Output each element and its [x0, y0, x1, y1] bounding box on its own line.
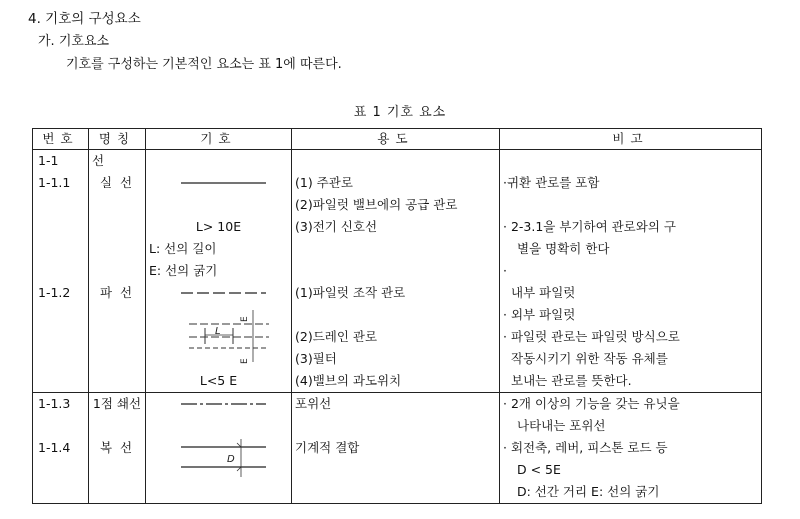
cell-use — [292, 172, 500, 282]
symbol-condition: L<5 E — [199, 373, 238, 388]
dashed-line-dimension-diagram — [149, 304, 288, 370]
section-heading: 4. 기호의 구성요소 — [28, 11, 141, 27]
row-name: 파 선 — [99, 285, 135, 300]
cell-name — [89, 437, 146, 504]
use-item: (3)필터 — [295, 351, 337, 366]
cell-name — [89, 150, 146, 173]
remark-line: 보내는 관로를 뜻한다. — [511, 373, 632, 388]
dimension-label-l: L — [215, 326, 221, 337]
table-row — [33, 393, 762, 438]
use-item: (1)파일럿 조작 관로 — [295, 285, 406, 300]
use-item: (3)전기 신호선 — [295, 219, 378, 234]
remark-line: D: 선간 거리 E: 선의 굵기 — [517, 484, 660, 499]
cell-name — [89, 282, 146, 393]
cell-name — [89, 172, 146, 282]
row-number: 1-1.1 — [38, 175, 71, 190]
row-name: 선 — [92, 153, 105, 168]
dimension-label-d: D — [227, 454, 235, 465]
remark-line: 내부 파일럿 — [511, 285, 576, 300]
symbol-condition: L> 10E — [195, 219, 242, 234]
cell-symbol — [146, 172, 292, 282]
chain-line-symbol — [149, 393, 288, 415]
cell-symbol — [146, 393, 292, 438]
symbol-elements-table — [32, 128, 762, 504]
cell-number — [33, 437, 89, 504]
column-header-symbol: 기호 — [146, 129, 292, 150]
dashed-line-symbol — [149, 282, 288, 304]
dimension-label-e: E — [240, 358, 250, 364]
row-number: 1-1 — [38, 153, 59, 168]
table-row — [33, 150, 762, 173]
remark-line: · 회전축, 레버, 피스톤 로드 등 — [503, 440, 668, 455]
cell-use — [292, 393, 500, 438]
row-number: 1-1.3 — [38, 396, 71, 411]
table-header-row — [33, 129, 762, 150]
cell-remarks — [500, 393, 762, 438]
cell-number — [33, 282, 89, 393]
column-header-use: 용도 — [292, 129, 500, 150]
table-caption: 표 1 기호 요소 — [353, 105, 447, 120]
remark-line: · 파일럿 관로는 파일럿 방식으로 — [503, 329, 680, 344]
remark-line: ·귀환 관로를 포함 — [503, 175, 600, 190]
cell-remarks — [500, 282, 762, 393]
dimension-label-e: E — [240, 316, 250, 322]
symbol-legend-l: L: 선의 길이 — [149, 241, 217, 256]
cell-number — [33, 172, 89, 282]
cell-use — [292, 282, 500, 393]
row-name: 실 선 — [99, 175, 135, 190]
remark-line: 별을 명확히 한다 — [517, 241, 610, 256]
row-name: 복 선 — [99, 440, 135, 455]
table-row — [33, 437, 762, 504]
column-header-number: 번호 — [33, 129, 89, 150]
cell-symbol — [146, 282, 292, 393]
cell-number — [33, 393, 89, 438]
cell-number — [33, 150, 89, 173]
remark-line: · — [503, 263, 507, 278]
cell-remarks — [500, 150, 762, 173]
cell-remarks — [500, 437, 762, 504]
use-item: (2)파일럿 밸브에의 공급 관로 — [295, 197, 458, 212]
row-number: 1-1.2 — [38, 285, 71, 300]
row-number: 1-1.4 — [38, 440, 71, 455]
cell-remarks — [500, 172, 762, 282]
remark-line: D < 5E — [517, 462, 561, 477]
use-item: (4)밸브의 과도위치 — [295, 373, 402, 388]
double-line-symbol — [149, 437, 288, 481]
remark-line: · 2개 이상의 기능을 갖는 유닛을 — [503, 396, 680, 411]
table-row — [33, 282, 762, 393]
table-row — [33, 172, 762, 282]
symbol-legend-e: E: 선의 굵기 — [149, 263, 218, 278]
intro-paragraph: 기호를 구성하는 기본적인 요소는 표 1에 따른다. — [66, 57, 342, 72]
remark-line: 나타내는 포위선 — [517, 418, 606, 433]
column-header-name: 명칭 — [89, 129, 146, 150]
use-item: (1) 주관로 — [295, 175, 353, 190]
use-item: 포위선 — [295, 396, 332, 411]
subsection-heading: 가. 기호요소 — [38, 34, 110, 49]
remark-line: · 외부 파일럿 — [503, 307, 576, 322]
cell-name — [89, 393, 146, 438]
solid-line-symbol — [149, 172, 288, 194]
cell-symbol — [146, 437, 292, 504]
cell-use — [292, 150, 500, 173]
column-header-remarks: 비고 — [500, 129, 762, 150]
remark-line: 작동시키기 위한 작동 유체를 — [511, 351, 668, 366]
row-name: 1점 쇄선 — [92, 396, 142, 411]
use-item: (2)드레인 관로 — [295, 329, 378, 344]
cell-use — [292, 437, 500, 504]
cell-symbol — [146, 150, 292, 173]
remark-line: · 2-3.1을 부기하여 관로와의 구 — [503, 219, 676, 234]
use-item: 기계적 결합 — [295, 440, 360, 455]
